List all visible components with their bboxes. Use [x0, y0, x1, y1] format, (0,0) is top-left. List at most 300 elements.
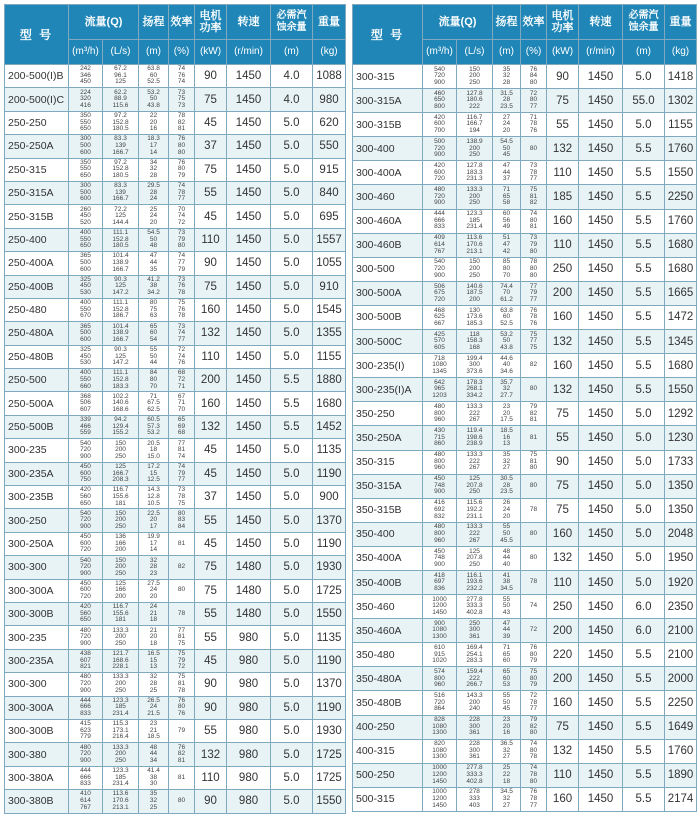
efficiency-cell: 80: [169, 579, 195, 602]
flow-ls-cell: 62.2 88.9 115.6: [103, 88, 139, 111]
flow-m3h-cell: 224 320 416: [69, 88, 103, 111]
npsh-cell: 4.0: [271, 65, 313, 88]
efficiency-header: 效率: [521, 5, 547, 40]
flow-m3h-cell: 480 720 900: [69, 673, 103, 696]
weight-cell: 1155: [313, 345, 346, 368]
npsh-cell: 5.5: [271, 415, 313, 438]
model-cell: 300-315: [353, 65, 423, 89]
power-unit: (kW): [547, 40, 579, 65]
npsh-cell: 5.0: [623, 65, 665, 89]
efficiency-cell: 75 79 72: [169, 649, 195, 672]
model-cell: 250-480A: [5, 322, 69, 345]
flow-ls-cell: 133.3 200 250: [103, 673, 139, 696]
table-row: [353, 691, 697, 715]
npsh-cell: 5.0: [271, 298, 313, 321]
speed-cell: 1480: [227, 579, 271, 602]
flow-ls-cell: 125 166 200: [103, 579, 139, 602]
power-cell: 37: [195, 135, 227, 158]
head-cell: 29.5 28 24: [139, 181, 169, 204]
power-cell: 55: [547, 426, 579, 450]
power-cell: 90: [195, 65, 227, 88]
flow-m3h-cell: 300 500 600: [69, 181, 103, 204]
head-header: 扬程: [493, 5, 521, 40]
efficiency-cell: 72: [521, 619, 547, 643]
npsh-cell: 5.5: [623, 715, 665, 739]
efficiency-cell: 73 76 78: [169, 275, 195, 298]
flow-m3h-cell: 480 800 960: [423, 402, 457, 426]
flow-ls-cell: 140.6 187.5 200: [457, 281, 493, 305]
efficiency-cell: 81: [169, 766, 195, 789]
speed-cell: 1450: [227, 439, 271, 462]
head-cell: 32 28 25: [139, 673, 169, 696]
flow-ls-cell: 102.2 140.6 168.6: [103, 392, 139, 415]
head-cell: 41.4 38 30: [139, 766, 169, 789]
model-cell: 500-315: [353, 787, 423, 811]
power-cell: 75: [195, 579, 227, 602]
model-cell: 250-480B: [5, 345, 69, 368]
flow-m3h-cell: 444 666 833: [69, 766, 103, 789]
flow-ls-cell: 130 173.6 185.3: [457, 305, 493, 329]
speed-cell: 1450: [227, 322, 271, 345]
npsh-cell: 5.0: [271, 158, 313, 181]
efficiency-cell: 75 80 79: [521, 667, 547, 691]
flow-m3h-unit: (m³/h): [69, 40, 103, 65]
table-row: [353, 113, 697, 137]
efficiency-cell: 70 74 72: [169, 205, 195, 228]
model-header: 型 号: [353, 5, 423, 65]
efficiency-unit: (%): [521, 40, 547, 65]
speed-cell: 980: [227, 626, 271, 649]
model-cell: 200-500(I)C: [5, 88, 69, 111]
table-row: [5, 322, 346, 345]
flow-m3h-cell: 1000 1200 1450: [423, 763, 457, 787]
head-cell: 19.9 17 14: [139, 532, 169, 555]
model-cell: 250-400A: [5, 252, 69, 275]
speed-cell: 1450: [579, 763, 623, 787]
table-row: [5, 486, 346, 509]
weight-unit: (kg): [665, 40, 697, 65]
flow-ls-cell: 133.3 222 267: [457, 522, 493, 546]
npsh-cell: 5.5: [623, 739, 665, 763]
weight-cell: 1355: [313, 322, 346, 345]
model-cell: 300-380: [5, 743, 69, 766]
weight-cell: 910: [313, 275, 346, 298]
power-cell: 55: [195, 602, 227, 625]
flow-m3h-cell: 400 550 670: [69, 298, 103, 321]
flow-m3h-cell: 540 720 900: [69, 509, 103, 532]
speed-cell: 1450: [227, 392, 271, 415]
model-cell: 350-460A: [353, 619, 423, 643]
power-cell: 110: [547, 570, 579, 594]
flow-m3h-cell: 339 466 559: [69, 415, 103, 438]
head-cell: 85 80 70: [493, 257, 521, 281]
speed-cell: 1450: [227, 298, 271, 321]
head-cell: 20.5 18 15.0: [139, 439, 169, 462]
weight-cell: 1135: [313, 439, 346, 462]
flow-m3h-cell: 900 1080 1300: [423, 619, 457, 643]
model-cell: 250-250A: [5, 135, 69, 158]
speed-cell: 1450: [227, 345, 271, 368]
weight-cell: 980: [313, 88, 346, 111]
flow-m3h-cell: 260 450 520: [69, 205, 103, 228]
efficiency-cell: 79 82 80: [521, 715, 547, 739]
power-cell: 160: [547, 691, 579, 715]
model-cell: 300-460A: [353, 209, 423, 233]
power-cell: 132: [547, 546, 579, 570]
flow-m3h-cell: 430 715 860: [423, 426, 457, 450]
npsh-cell: 5.0: [271, 228, 313, 251]
npsh-cell: 5.0: [271, 673, 313, 696]
flow-ls-cell: 111.1 152.8 180.5: [103, 228, 139, 251]
model-cell: 350-460: [353, 595, 423, 619]
efficiency-cell: 73 74 77: [169, 322, 195, 345]
model-cell: 300-250A: [5, 532, 69, 555]
head-cell: 22 20 16: [139, 111, 169, 134]
power-cell: 132: [195, 415, 227, 438]
flow-m3h-cell: 400 550 650: [69, 228, 103, 251]
head-cell: 32 28 23: [139, 556, 169, 579]
power-cell: 110: [195, 345, 227, 368]
model-cell: 300-380B: [5, 790, 69, 813]
head-cell: 51 47 42: [493, 233, 521, 257]
model-cell: 300-235A: [5, 649, 69, 672]
head-cell: 14.3 12.8 10.5: [139, 486, 169, 509]
speed-cell: 1450: [227, 509, 271, 532]
table-row: [353, 619, 697, 643]
flow-m3h-cell: 516 720 864: [423, 691, 457, 715]
speed-cell: 1450: [579, 691, 623, 715]
flow-ls-cell: 118 158.3 168: [457, 330, 493, 354]
speed-cell: 1450: [579, 113, 623, 137]
flow-m3h-cell: 480 720 900: [69, 743, 103, 766]
efficiency-cell: 77 81 74: [169, 439, 195, 462]
flow-m3h-cell: 468 625 667: [423, 305, 457, 329]
head-cell: 17.2 15 12.5: [139, 462, 169, 485]
npsh-cell: 5.5: [623, 305, 665, 329]
table-row: [353, 354, 697, 378]
efficiency-cell: 78: [169, 602, 195, 625]
power-cell: 45: [195, 649, 227, 672]
speed-header: 转速: [227, 5, 271, 40]
table-row: [353, 65, 697, 89]
npsh-cell: 5.0: [623, 522, 665, 546]
table-row: [5, 532, 346, 555]
table-row: [353, 161, 697, 185]
flow-m3h-cell: 540 720 900: [69, 439, 103, 462]
head-cell: 54.5 50 48: [139, 228, 169, 251]
table-row: [5, 439, 346, 462]
flow-ls-cell: 90.3 125 147.2: [103, 345, 139, 368]
pump-spec-table-right: [352, 4, 697, 812]
flow-m3h-cell: 350 550 650: [69, 111, 103, 134]
flow-ls-cell: 228 300 361: [457, 715, 493, 739]
efficiency-unit: (%): [169, 40, 195, 65]
flow-ls-cell: 121.7 168.6 228.1: [103, 649, 139, 672]
speed-cell: 1450: [579, 787, 623, 811]
efficiency-cell: 75 81 82: [521, 185, 547, 209]
npsh-cell: 5.0: [271, 486, 313, 509]
efficiency-cell: 76 84 80: [521, 65, 547, 89]
power-cell: 75: [195, 275, 227, 298]
head-cell: 34.5 32 27: [493, 787, 521, 811]
weight-cell: 1725: [313, 766, 346, 789]
table-row: [353, 378, 697, 402]
head-cell: 53.2 50 43.8: [493, 330, 521, 354]
weight-cell: 1055: [313, 252, 346, 275]
efficiency-cell: 74: [521, 595, 547, 619]
flow-ls-cell: 67.2 96.1 125: [103, 65, 139, 88]
flow-ls-cell: 150 200 250: [103, 439, 139, 462]
speed-cell: 1450: [579, 305, 623, 329]
flow-ls-cell: 101.4 138.9 166.7: [103, 322, 139, 345]
model-cell: 300-250: [5, 509, 69, 532]
npsh-cell: 5.0: [271, 345, 313, 368]
head-cell: 23 21 18.5: [139, 719, 169, 742]
model-cell: 300-235(I): [353, 354, 423, 378]
weight-cell: 1550: [313, 790, 346, 813]
power-cell: 250: [547, 595, 579, 619]
flow-m3h-cell: 828 1080 1300: [423, 715, 457, 739]
speed-cell: 1450: [579, 233, 623, 257]
efficiency-cell: 74 78 80: [521, 763, 547, 787]
weight-cell: 1370: [313, 509, 346, 532]
efficiency-cell: 82: [169, 556, 195, 579]
table-row: [5, 462, 346, 485]
table-row: [353, 281, 697, 305]
weight-cell: 2350: [665, 595, 697, 619]
flow-m3h-unit: (m³/h): [423, 40, 457, 65]
flow-ls-cell: 116.7 166.7 194: [457, 113, 493, 137]
efficiency-cell: 72 78 77: [521, 691, 547, 715]
model-cell: 250-500B: [5, 415, 69, 438]
speed-cell: 1450: [227, 135, 271, 158]
flow-ls-cell: 277.8 333.3 402.8: [457, 763, 493, 787]
weight-cell: 1345: [665, 330, 697, 354]
model-cell: 300-300A: [5, 696, 69, 719]
npsh-cell: 5.5: [623, 281, 665, 305]
table-row: [5, 626, 346, 649]
flow-m3h-cell: 460 650 800: [423, 89, 457, 113]
model-cell: 300-400A: [353, 161, 423, 185]
head-cell: 23 20 17.5: [493, 402, 521, 426]
head-unit: (m): [493, 40, 521, 65]
npsh-cell: 5.5: [623, 161, 665, 185]
flow-ls-cell: 116.1 193.6 232.2: [457, 570, 493, 594]
efficiency-cell: 77 79 77: [521, 281, 547, 305]
model-cell: 250-400: [5, 228, 69, 251]
weight-cell: 1472: [665, 305, 697, 329]
power-cell: 200: [547, 281, 579, 305]
efficiency-cell: 76 80 80: [169, 135, 195, 158]
head-cell: 31.5 28 23.5: [493, 89, 521, 113]
table-row: [353, 595, 697, 619]
weight-cell: 1725: [313, 743, 346, 766]
flow-m3h-cell: 450 600 720: [69, 532, 103, 555]
table-row: [353, 715, 697, 739]
speed-cell: 1450: [227, 532, 271, 555]
weight-cell: 1550: [313, 602, 346, 625]
efficiency-cell: 80: [521, 474, 547, 498]
efficiency-cell: 80: [521, 137, 547, 161]
efficiency-cell: 78: [521, 498, 547, 522]
flow-ls-cell: 150 200 250: [457, 65, 493, 89]
weight-cell: 550: [313, 135, 346, 158]
speed-cell: 980: [227, 790, 271, 813]
speed-cell: 1450: [579, 426, 623, 450]
speed-cell: 1450: [579, 354, 623, 378]
flow-m3h-cell: 480 800 960: [423, 522, 457, 546]
flow-m3h-cell: 610 915 1020: [423, 643, 457, 667]
flow-m3h-cell: 540 720 900: [423, 257, 457, 281]
flow-m3h-cell: 418 697 836: [423, 570, 457, 594]
flow-header: 流量(Q): [69, 5, 139, 40]
model-cell: 300-300B: [5, 719, 69, 742]
head-cell: 74.4 70 61.2: [493, 281, 521, 305]
head-cell: 65 60 53: [493, 667, 521, 691]
npsh-cell: 55.0: [623, 89, 665, 113]
flow-m3h-cell: 325 450 530: [69, 345, 103, 368]
head-cell: 22.5 20 17: [139, 509, 169, 532]
head-cell: 48 44 40: [493, 546, 521, 570]
flow-header: 流量(Q): [423, 5, 493, 40]
flow-m3h-cell: 300 500 600: [69, 135, 103, 158]
head-cell: 60 56 49: [493, 209, 521, 233]
speed-cell: 1450: [579, 161, 623, 185]
flow-m3h-cell: 540 720 900: [69, 556, 103, 579]
power-cell: 110: [195, 228, 227, 251]
flow-ls-unit: (L/s): [103, 40, 139, 65]
efficiency-cell: 78 82 81: [169, 111, 195, 134]
npsh-cell: 5.0: [623, 402, 665, 426]
power-cell: 200: [547, 667, 579, 691]
head-cell: 65 60 54: [139, 322, 169, 345]
flow-m3h-cell: 820 1080 1300: [423, 739, 457, 763]
model-cell: 200-500(I)B: [5, 65, 69, 88]
weight-cell: 1680: [665, 233, 697, 257]
weight-cell: 840: [313, 181, 346, 204]
efficiency-cell: 78 80 80: [521, 257, 547, 281]
weight-cell: 1680: [665, 257, 697, 281]
flow-ls-cell: 133.3 200 250: [103, 626, 139, 649]
npsh-header: 必需汽 蚀余量: [271, 5, 313, 40]
npsh-cell: 5.5: [623, 691, 665, 715]
weight-cell: 1190: [313, 532, 346, 555]
speed-cell: 1450: [579, 185, 623, 209]
efficiency-cell: 72 80 77: [521, 89, 547, 113]
head-cell: 53.2 50 43.8: [139, 88, 169, 111]
npsh-cell: 5.0: [271, 649, 313, 672]
head-cell: 27 24 20: [493, 113, 521, 137]
head-cell: 21 20 18: [139, 626, 169, 649]
speed-cell: 1450: [579, 715, 623, 739]
npsh-cell: 5.0: [623, 570, 665, 594]
npsh-cell: 4.0: [271, 88, 313, 111]
speed-cell: 1480: [227, 556, 271, 579]
speed-cell: 1450: [227, 486, 271, 509]
efficiency-cell: 75 77 75: [521, 330, 547, 354]
flow-m3h-cell: 242 346 450: [69, 65, 103, 88]
model-cell: 300-300: [5, 556, 69, 579]
table-row: [353, 570, 697, 594]
speed-cell: 1450: [227, 415, 271, 438]
npsh-cell: 5.5: [623, 209, 665, 233]
weight-cell: 1920: [665, 570, 697, 594]
power-cell: 75: [195, 158, 227, 181]
speed-cell: 1450: [579, 89, 623, 113]
speed-header: 转速: [579, 5, 623, 40]
power-cell: 37: [195, 486, 227, 509]
efficiency-cell: 80: [521, 378, 547, 402]
head-cell: 30.5 28 23.5: [493, 474, 521, 498]
efficiency-cell: 77 81 75: [169, 626, 195, 649]
efficiency-cell: 67 71 70: [169, 392, 195, 415]
power-cell: 90: [195, 673, 227, 696]
efficiency-cell: 75 81 80: [521, 450, 547, 474]
weight-cell: 900: [313, 486, 346, 509]
weight-cell: 1088: [313, 65, 346, 88]
flow-ls-cell: 169.4 254.1 283.3: [457, 643, 493, 667]
head-cell: 23 20 16: [493, 715, 521, 739]
weight-cell: 2174: [665, 787, 697, 811]
power-cell: 132: [547, 137, 579, 161]
head-cell: 71 65 58: [493, 185, 521, 209]
npsh-cell: 5.0: [271, 602, 313, 625]
speed-cell: 1450: [579, 474, 623, 498]
model-cell: 250-500A: [5, 392, 69, 415]
npsh-cell: 5.5: [623, 354, 665, 378]
flow-ls-cell: 133.3 222 267: [457, 450, 493, 474]
power-cell: 160: [547, 522, 579, 546]
head-cell: 60.5 57.3 53.2: [139, 415, 169, 438]
table-row: [353, 330, 697, 354]
table-body-left: [5, 65, 346, 814]
model-cell: 300-460B: [353, 233, 423, 257]
weight-cell: 1230: [665, 426, 697, 450]
speed-cell: 1450: [579, 281, 623, 305]
npsh-cell: 5.5: [271, 369, 313, 392]
efficiency-cell: 81: [169, 532, 195, 555]
npsh-cell: 5.5: [623, 667, 665, 691]
speed-cell: 1450: [227, 181, 271, 204]
flow-ls-cell: 150 200 250: [457, 257, 493, 281]
weight-cell: 1950: [665, 546, 697, 570]
power-cell: 45: [195, 111, 227, 134]
power-cell: 220: [547, 643, 579, 667]
head-cell: 26.5 24 21.5: [139, 696, 169, 719]
flow-ls-cell: 127.8 183.3 231.3: [457, 161, 493, 185]
model-cell: 350-250: [353, 402, 423, 426]
power-cell: 132: [195, 322, 227, 345]
speed-cell: 1480: [227, 602, 271, 625]
efficiency-cell: 73 75 73: [169, 88, 195, 111]
model-cell: 300-235A: [5, 462, 69, 485]
efficiency-cell: 73 79 80: [169, 228, 195, 251]
head-cell: 80 75 63: [139, 298, 169, 321]
head-cell: 63.8 60 52.5: [139, 65, 169, 88]
speed-cell: 1450: [227, 462, 271, 485]
flow-m3h-cell: 506 675 720: [423, 281, 457, 305]
table-row: [5, 790, 346, 813]
flow-m3h-cell: 574 800 960: [423, 667, 457, 691]
flow-ls-cell: 278 333 403: [457, 787, 493, 811]
head-cell: 25 24 20: [139, 205, 169, 228]
speed-cell: 1450: [227, 275, 271, 298]
head-cell: 35 32 25: [139, 790, 169, 813]
weight-cell: 1930: [313, 556, 346, 579]
weight-cell: 1680: [313, 392, 346, 415]
speed-cell: 1450: [579, 546, 623, 570]
head-cell: 47 44 37: [493, 161, 521, 185]
